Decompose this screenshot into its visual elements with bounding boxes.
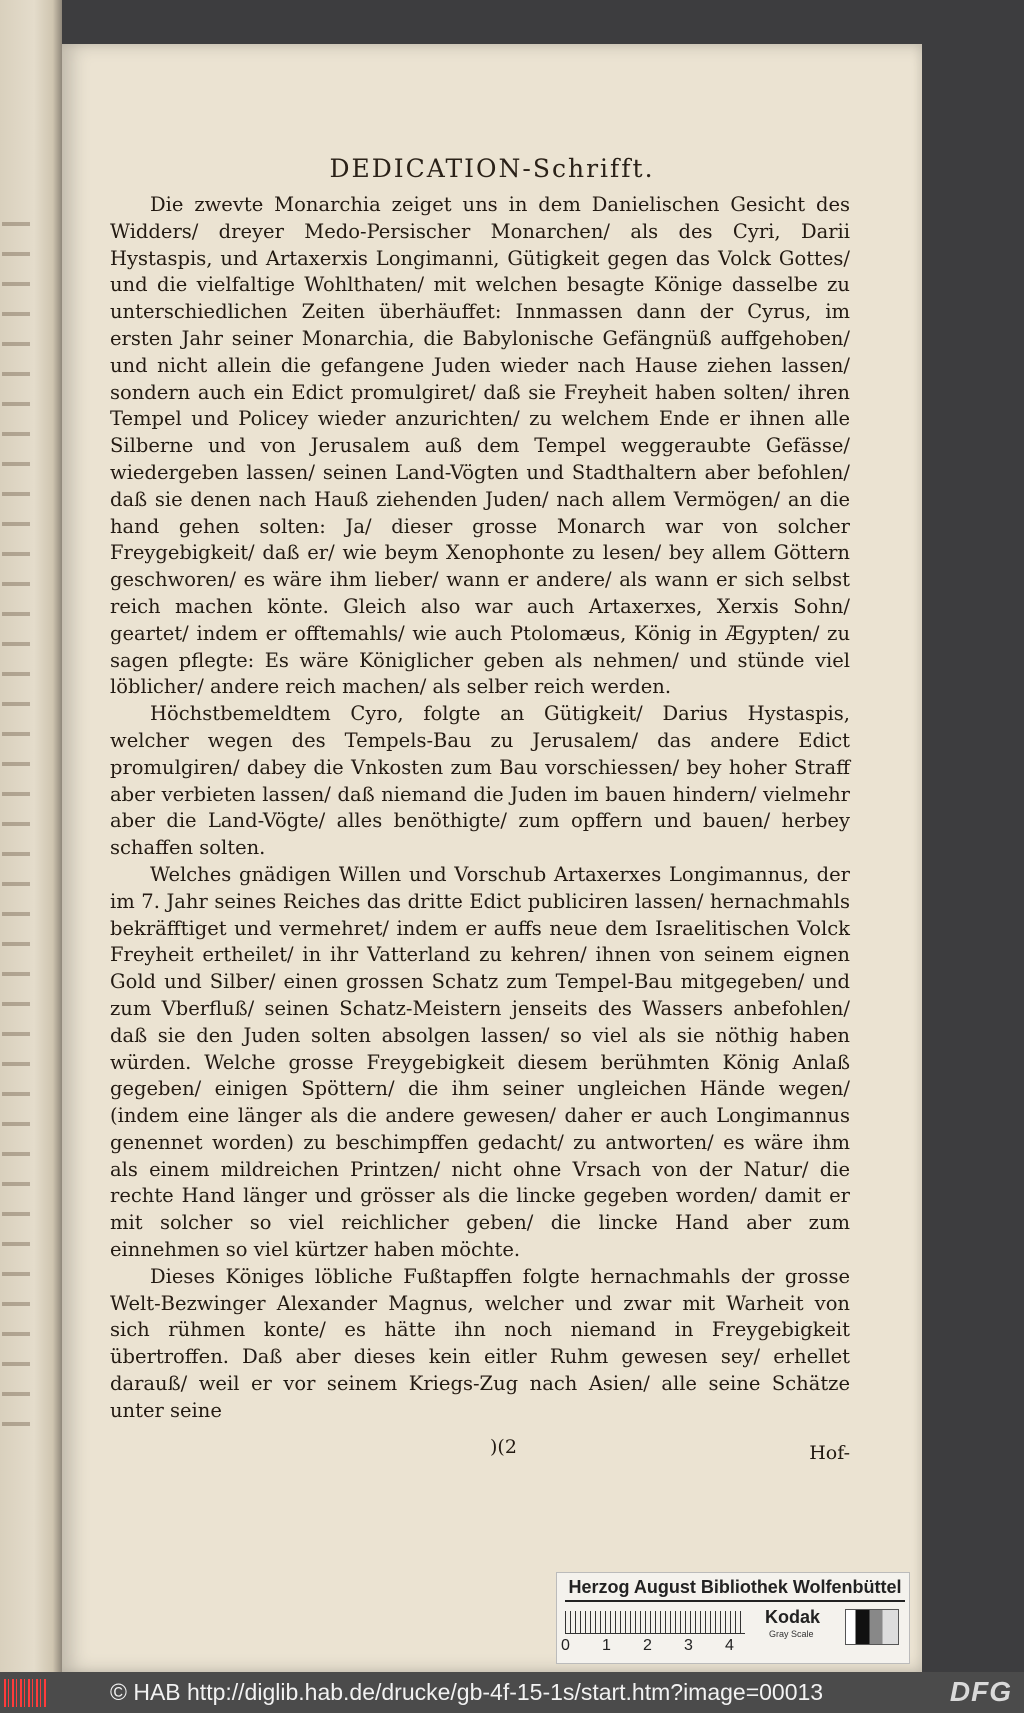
signature-mark: )(2 — [490, 1436, 517, 1458]
scanned-page — [62, 44, 922, 1672]
catchword: Hof- — [809, 1442, 850, 1464]
library-name: Herzog August Bibliothek Wolfenbüttel — [565, 1577, 905, 1602]
ruler-scale — [565, 1611, 745, 1634]
kodak-logo: Kodak — [765, 1607, 821, 1627]
gray-scale-label: Gray Scale — [769, 1629, 814, 1639]
gray-scale-swatch — [845, 1609, 899, 1645]
ruler-number: 3 — [684, 1637, 693, 1654]
page-edge-text-marks — [2, 200, 30, 1430]
paragraph-3: Welches gnädigen Willen und Vorschub Artaxerxes Longimannus, der im 7. Jahr seines Reiches das dritte Edict publiciren lassen/ hernachmahls bekräfftiget und vermehret/ indem er auffs neue dem Israelitischen Volck Freyheit ertheilet/ in ihr Vatterland zu kehren/ ihnen von seinem eignen Gold und Silber/ einen grossen Schatz zum Tempel-Bau mitgegeben/ und zum Vberfluß/ seinen Schatz-Meistern jenseits des Wassers anbefohlen/ daß sie den Juden solten absolgen lassen/ so viel als sie nöthig haben würden. Welche grosse Freygebigkeit diesem berühmten König Anlaß gegeben/ einigen Spöttern/ die ihm seiner ungleichen Hände wegen/ (indem eine länger als die andere gewesen/ daher er auch Longimannus genennet worden) zu beschimpffen gedacht/ zu antworten/ es wäre ihm als einem mildreichen Printzen/ nicht ohne Vrsach von der Natur/ die rechte Hand länger und grösser als die lincke gegeben worden/ damit er mit solcher so viel reichlicher geben/ die lincke Hand aber zum einnehmen so viel kürtzer haben möchte. — [110, 862, 850, 1262]
color-calibration-card — [556, 1572, 910, 1664]
ruler-numbers — [561, 1637, 761, 1655]
ruler-number: 4 — [725, 1637, 734, 1654]
source-credit: © HAB http://diglib.hab.de/drucke/gb-4f-15-1s/start.htm?image=00013 — [110, 1679, 824, 1705]
paragraph-4: Dieses Königes löbliche Fußtapffen folgte hernachmahls der grosse Welt-Bezwinger Alexander Magnus, welcher und zwar mit Warheit von sich rühmen konte/ es hätte ihn noch niemand in Freygebigkeit übertroffen. Daß aber dieses kein eitler Ruhm gewesen sey/ erhellet darauß/ weil er vor seinem Kriegs-Zug nach Asien/ alle seine Schätze unter seine — [110, 1264, 850, 1422]
credit-bar — [0, 1672, 1024, 1713]
paragraph-1: Die zwevte Monarchia zeiget uns in dem Danielischen Gesicht des Widders/ dreyer Medo-Persischer Monarchen/ als des Cyri, Darii Hystaspis, und Artaxerxis Longimanni, Gütigkeit gegen das Volck Gottes/ und die vielfaltige Wohlthaten/ mit welchen besagte Könige dasselbe zu unterschiedlichen Zeiten überhäuffet: Innmassen dann der Cyrus, im ersten Jahr seiner Monarchia, die Babylonische Gefängnüß auffgehoben/ und nicht allein die gefangene Juden wieder nach Hause ziehen lassen/ sondern auch ein Edict promulgiret/ daß sie Freyheit haben solten/ ihren Tempel und Policey wieder anzurichten/ zu welchem Ende er ihnen alle Silberne und von Jerusalem auß dem Tempel weggeraubte Gefässe/ wiedergeben lassen/ seinen Land-Vögten und Stadthaltern aber befohlen/ daß sie denen nach Hauß ziehenden Juden/ nach allem Vermögen/ an die hand gehen solten: Ja/ dieser grosse Monarch war von solcher Freygebigkeit/ daß er/ wie beym Xenophonte zu lesen/ bey allem Göttern geschworen/ es wäre ihm lieber/ wann er andere/ als wann er sich selbst reich machen könte. Gleich also war auch Artaxerxes, Xerxis Sohn/ geartet/ indem er offtemahls/ wie auch Ptolomæus, König in Ægypten/ zu sagen pflegte: Es wäre Königlicher geben als nehmen/ und stünde viel löblicher/ andere reich machen/ als selber reich werden. — [110, 193, 850, 699]
previous-page-edge — [0, 0, 62, 1672]
page-header: DEDICATION-Schrifft. — [329, 154, 655, 183]
ruler-number: 1 — [602, 1637, 611, 1654]
page-body — [110, 192, 850, 1425]
ruler-number: 2 — [643, 1637, 652, 1654]
barcode-icon — [4, 1679, 48, 1707]
dfg-logo: DFG — [949, 1676, 1012, 1707]
paragraph-2: Höchstbemeldtem Cyro, folgte an Gütigkeit/ Darius Hystaspis, welcher wegen des Tempels-Bau zu Jerusalem/ das andere Edict promulgiren/ dabey die Vnkosten zum Bau vorschiessen/ bey hoher Straff aber verbieten lassen/ daß niemand die Juden im bauen hindern/ vielmehr aber die Land-Vögte/ alles benöthigte/ zum opffern und bauen/ herbey schaffen solten. — [110, 702, 850, 860]
ruler-number: 0 — [561, 1637, 570, 1654]
